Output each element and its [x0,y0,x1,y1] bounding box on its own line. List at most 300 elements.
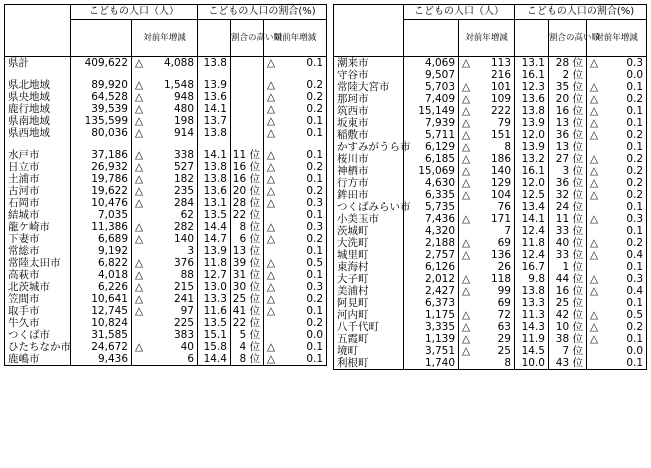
ratio-rank: 31 位 [231,269,264,281]
row-name: 笠間市 [8,293,40,305]
ratio-change-cell [264,257,327,269]
decrease-mark: △ [462,273,471,285]
children-count: 1,175 [404,309,459,321]
row-name: 美浦村 [337,285,369,297]
ratio-change-value: 0.1 [626,117,644,129]
ratio-change-cell [587,237,647,249]
children-ratio: 14.1 [198,103,231,115]
count-change-value: 129 [490,177,511,189]
ratio-change-value: 0.2 [626,153,644,165]
children-count: 5,711 [404,129,459,141]
ratio-rank: 42 位 [549,309,587,321]
decrease-mark: △ [267,57,276,69]
table-row [334,213,647,225]
count-change-cell [132,329,198,341]
table-row [334,93,647,105]
children-count: 7,409 [404,93,459,105]
ratio-change-value: 0.2 [306,91,324,103]
ratio-rank: 7 位 [549,345,587,357]
ratio-rank: 38 位 [549,333,587,345]
row-name: 古河市 [8,185,40,197]
count-change-cell [459,261,515,273]
ratio-change-cell [587,201,647,213]
ratio-change-cell [264,185,327,197]
ratio-change-cell [264,353,327,366]
table-row [5,341,327,353]
decrease-mark: △ [135,79,144,91]
ratio-change-value: 0.2 [306,293,324,305]
decrease-mark: △ [267,115,276,127]
children-ratio: 13.6 [515,93,549,105]
row-name: 常陸大宮市 [337,81,390,93]
row-name: 阿見町 [337,297,369,309]
ratio-change-cell [587,141,647,153]
ratio-rank [231,79,264,91]
ratio-change-value: 0.1 [626,105,644,117]
ratio-rank: 44 位 [549,273,587,285]
children-ratio: 13.9 [198,245,231,257]
children-ratio: 12.0 [515,129,549,141]
children-ratio: 14.7 [198,233,231,245]
decrease-mark: △ [462,177,471,189]
children-count: 135,599 [71,115,132,127]
table-row [5,233,327,245]
decrease-mark: △ [135,103,144,115]
count-change-value: 225 [173,317,194,329]
children-ratio: 13.9 [515,117,549,129]
ratio-change-value: 0.1 [306,269,324,281]
children-ratio: 13.8 [198,127,231,139]
decrease-mark: △ [590,129,599,141]
ratio-change-value: 0.2 [306,185,324,197]
ratio-change-cell [587,105,647,117]
decrease-mark: △ [267,269,276,281]
spacer-cell [231,139,264,149]
count-change-cell [459,249,515,261]
spacer-cell [71,139,132,149]
ratio-change-value: 0.2 [626,93,644,105]
decrease-mark: △ [590,213,599,225]
count-change-value: 948 [173,91,194,103]
ratio-change-cell [587,69,647,81]
decrease-mark: △ [590,321,599,333]
decrease-mark: △ [462,189,471,201]
ratio-change-value: 0.3 [626,213,644,225]
count-change-value: 140 [490,165,511,177]
ratio-change-value: 0.4 [626,249,644,261]
ratio-rank: 13 位 [231,245,264,257]
ratio-change-cell [587,153,647,165]
ratio-change-value: 0.3 [626,273,644,285]
count-change-cell [132,293,198,305]
table-row [334,177,647,189]
ratio-change-cell [264,269,327,281]
row-name: 取手市 [8,305,40,317]
spacer-cell [132,139,198,149]
row-name: つくば市 [8,329,50,341]
children-count: 9,436 [71,353,132,366]
ratio-rank: 1 位 [549,261,587,273]
count-change-cell [132,233,198,245]
children-count: 10,641 [71,293,132,305]
count-change-cell [459,213,515,225]
ratio-change-value: 0.2 [626,165,644,177]
children-count: 6,373 [404,297,459,309]
ratio-rank [231,115,264,127]
table-row [334,261,647,273]
row-name: 城里町 [337,249,369,261]
ratio-change-cell [264,197,327,209]
header-yoy-change: 対前年増減 [132,20,198,57]
count-change-cell [459,225,515,237]
children-count: 7,436 [404,213,459,225]
ratio-rank: 39 位 [231,257,264,269]
ratio-rank: 27 位 [549,153,587,165]
count-change-cell [459,93,515,105]
decrease-mark: △ [267,79,276,91]
ratio-change-value: 0.1 [306,341,324,353]
decrease-mark: △ [267,197,276,209]
ratio-change-cell [587,177,647,189]
ratio-change-value: 0.5 [306,257,324,269]
ratio-change-value: 0.0 [306,329,324,341]
count-change-cell [459,57,515,70]
children-count: 4,320 [404,225,459,237]
count-change-cell [459,165,515,177]
decrease-mark: △ [590,165,599,177]
count-change-cell [459,333,515,345]
decrease-mark: △ [267,293,276,305]
children-ratio: 14.3 [515,321,549,333]
ratio-change-value: 0.1 [626,333,644,345]
table-row [334,153,647,165]
ratio-change-cell [587,297,647,309]
count-change-value: 118 [490,273,511,285]
ratio-change-value: 0.1 [306,57,324,69]
row-name: 水戸市 [8,149,40,161]
count-change-value: 25 [497,345,511,357]
row-name: 行方市 [337,177,369,189]
ratio-change-value: 0.1 [626,357,644,369]
row-name: つくばみらい市 [337,201,411,213]
count-change-value: 109 [490,93,511,105]
decrease-mark: △ [590,117,599,129]
count-change-cell [132,209,198,221]
ratio-rank: 36 位 [549,177,587,189]
ratio-rank: 30 位 [231,281,264,293]
ratio-change-value: 0.1 [626,225,644,237]
ratio-change-cell [587,189,647,201]
decrease-mark: △ [135,173,144,185]
ratio-change-cell [264,161,327,173]
ratio-change-value: 0.1 [306,209,324,221]
count-change-cell [132,305,198,317]
decrease-mark: △ [590,285,599,297]
ratio-rank [231,91,264,103]
children-ratio: 11.9 [515,333,549,345]
ratio-change-value: 0.2 [306,161,324,173]
table-row [5,281,327,293]
table-row [5,197,327,209]
table-row [334,237,647,249]
spacer-cell [264,69,327,79]
count-change-value: 480 [173,103,194,115]
children-count: 3,335 [404,321,459,333]
decrease-mark: △ [462,237,471,249]
children-count: 15,149 [404,105,459,117]
children-ratio: 13.7 [198,115,231,127]
ratio-change-cell [264,115,327,127]
decrease-mark: △ [267,353,276,365]
ratio-rank: 33 位 [549,225,587,237]
ratio-change-cell [587,321,647,333]
decrease-mark: △ [590,93,599,105]
count-change-value: 104 [490,189,511,201]
ratio-rank: 5 位 [231,329,264,341]
count-change-cell [132,79,198,91]
table-row [5,173,327,185]
decrease-mark: △ [267,173,276,185]
header-ratio-rank: 割合の高い順 [231,20,264,57]
ratio-rank: 16 位 [231,173,264,185]
decrease-mark: △ [267,185,276,197]
children-count: 89,920 [71,79,132,91]
children-ratio: 13.5 [198,209,231,221]
decrease-mark: △ [135,293,144,305]
children-ratio: 9.8 [515,273,549,285]
row-name: 茨城町 [337,225,369,237]
decrease-mark: △ [135,197,144,209]
ratio-change-value: 0.3 [306,281,324,293]
children-count: 6,185 [404,153,459,165]
count-change-value: 215 [173,281,194,293]
count-change-cell [132,257,198,269]
count-change-value: 26 [497,261,511,273]
table-row [5,185,327,197]
decrease-mark: △ [462,141,471,153]
children-ratio: 13.6 [198,185,231,197]
children-ratio: 13.3 [515,297,549,309]
row-name: 県南地域 [8,115,50,127]
decrease-mark: △ [135,161,144,173]
ratio-change-value: 0.2 [626,129,644,141]
row-name: 河内町 [337,309,369,321]
count-change-value: 72 [497,309,511,321]
count-change-value: 79 [497,117,511,129]
children-count: 15,069 [404,165,459,177]
count-change-value: 914 [173,127,194,139]
row-name: 鹿嶋市 [8,353,40,365]
decrease-mark: △ [135,91,144,103]
children-count: 6,129 [404,141,459,153]
right-population-table [333,4,647,370]
children-count: 11,386 [71,221,132,233]
row-name: 鉾田市 [337,189,369,201]
table-row [334,105,647,117]
table-row [334,309,647,321]
row-name: 八千代町 [337,321,379,333]
row-name: 潮来市 [337,57,369,69]
ratio-rank: 11 位 [549,213,587,225]
ratio-change-value: 0.5 [626,309,644,321]
children-count: 37,186 [71,149,132,161]
children-ratio: 15.8 [198,341,231,353]
children-ratio: 13.8 [198,173,231,185]
table-row [5,353,327,366]
ratio-change-value: 0.3 [306,197,324,209]
row-name: 小美玉市 [337,213,379,225]
count-change-cell [459,189,515,201]
ratio-change-cell [264,221,327,233]
ratio-change-cell [587,129,647,141]
count-change-cell [132,185,198,197]
count-change-cell [132,115,198,127]
count-change-cell [459,117,515,129]
ratio-rank: 2 位 [549,69,587,81]
count-change-cell [132,57,198,70]
children-count: 2,757 [404,249,459,261]
children-ratio: 14.1 [198,149,231,161]
ratio-rank: 41 位 [231,305,264,317]
ratio-change-cell [587,249,647,261]
decrease-mark: △ [462,93,471,105]
ratio-change-value: 0.2 [306,317,324,329]
decrease-mark: △ [462,153,471,165]
children-ratio: 16.7 [515,261,549,273]
ratio-change-value: 0.1 [306,305,324,317]
count-change-value: 527 [173,161,194,173]
header-children-ratio: こどもの人口の割合(%) [198,5,327,20]
ratio-change-cell [264,103,327,115]
count-change-value: 69 [497,237,511,249]
table-row [5,149,327,161]
decrease-mark: △ [267,281,276,293]
left-population-table [4,4,327,366]
ratio-change-cell [587,309,647,321]
row-name: 五霞町 [337,333,369,345]
count-change-cell [132,127,198,139]
count-change-cell [132,281,198,293]
count-change-cell [459,129,515,141]
children-count: 12,745 [71,305,132,317]
count-change-cell [459,81,515,93]
decrease-mark: △ [135,221,144,233]
row-name: 坂東市 [337,117,369,129]
count-change-cell [459,297,515,309]
ratio-rank [231,127,264,139]
table-row [334,345,647,357]
ratio-rank: 16 位 [231,161,264,173]
count-change-value: 8 [504,141,511,153]
count-change-value: 88 [180,269,194,281]
ratio-change-value: 0.4 [626,285,644,297]
ratio-change-cell [264,341,327,353]
table-row [334,117,647,129]
count-change-cell [132,269,198,281]
children-count: 2,188 [404,237,459,249]
children-count: 4,630 [404,177,459,189]
row-name: 利根町 [337,357,369,369]
children-ratio: 11.8 [198,257,231,269]
count-change-cell [132,341,198,353]
table-row [334,333,647,345]
decrease-mark: △ [590,153,599,165]
ratio-change-cell [587,357,647,370]
decrease-mark: △ [267,305,276,317]
ratio-change-cell [264,173,327,185]
children-count: 10,476 [71,197,132,209]
ratio-change-cell [264,57,327,70]
decrease-mark: △ [135,269,144,281]
decrease-mark: △ [135,257,144,269]
ratio-rank: 22 位 [231,317,264,329]
ratio-rank: 13 位 [549,141,587,153]
ratio-rank: 16 位 [549,285,587,297]
row-name: 大子町 [337,273,369,285]
ratio-change-value: 0.2 [306,103,324,115]
count-change-value: 8 [504,357,511,369]
decrease-mark: △ [135,281,144,293]
count-change-cell [132,221,198,233]
count-change-cell [459,273,515,285]
ratio-change-cell [587,333,647,345]
count-change-cell [459,237,515,249]
table-row [334,357,647,370]
children-count: 4,069 [404,57,459,70]
count-change-cell [132,197,198,209]
count-change-value: 63 [497,321,511,333]
table-row [334,129,647,141]
count-change-value: 151 [490,129,511,141]
ratio-change-value: 0.1 [626,81,644,93]
ratio-change-value: 0.0 [626,69,644,81]
count-change-value: 182 [173,173,194,185]
decrease-mark: △ [590,249,599,261]
ratio-change-value: 0.1 [306,115,324,127]
spacer-cell [5,69,71,79]
ratio-change-value: 0.1 [306,149,324,161]
ratio-change-cell [264,329,327,341]
ratio-change-cell [587,57,647,70]
ratio-change-cell [587,93,647,105]
ratio-change-value: 0.1 [626,261,644,273]
table-row [5,329,327,341]
count-change-value: 69 [497,297,511,309]
spacer-cell [5,139,71,149]
ratio-rank: 28 位 [549,57,587,70]
table-row [5,209,327,221]
table-row [334,249,647,261]
spacer-row [5,139,327,149]
children-ratio: 14.4 [198,353,231,366]
decrease-mark: △ [462,213,471,225]
row-name: 稲敷市 [337,129,369,141]
ratio-change-cell [587,285,647,297]
count-change-value: 282 [173,221,194,233]
children-ratio: 13.8 [198,57,231,70]
decrease-mark: △ [462,81,471,93]
spacer-row [5,69,327,79]
decrease-mark: △ [267,257,276,269]
spacer-cell [198,139,231,149]
ratio-change-value: 0.2 [306,79,324,91]
children-count: 31,585 [71,329,132,341]
decrease-mark: △ [267,233,276,245]
count-change-value: 284 [173,197,194,209]
children-count: 1,740 [404,357,459,370]
row-name: 高萩市 [8,269,40,281]
children-count: 26,932 [71,161,132,173]
